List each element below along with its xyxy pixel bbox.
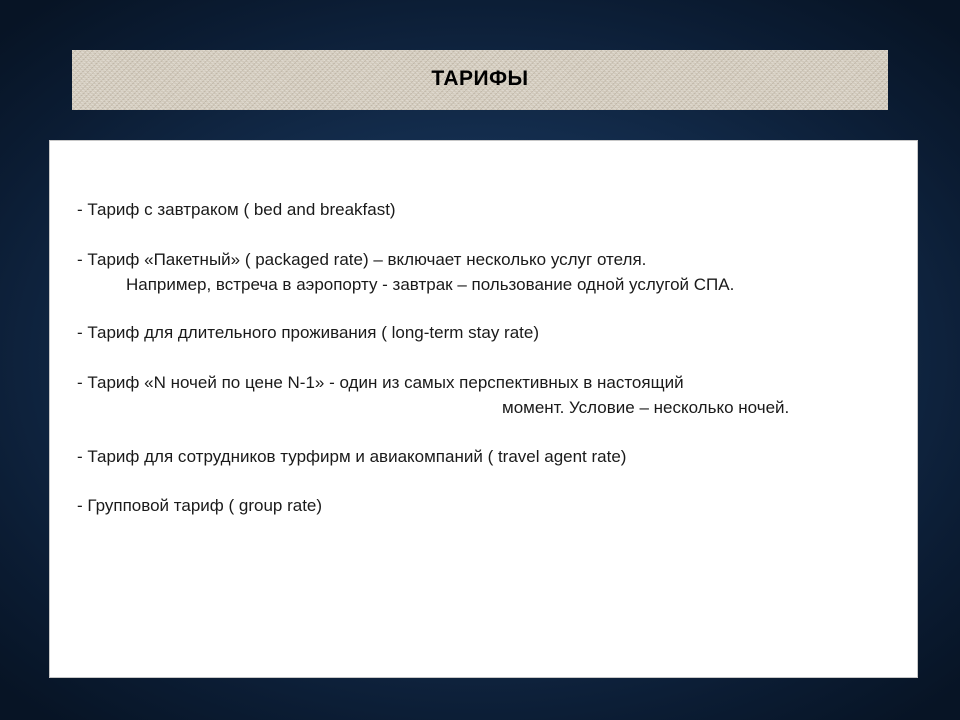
title-banner (72, 50, 888, 110)
list-item-travel-agent-rate: - Тариф для сотрудников турфирм и авиакомпаний ( travel agent rate) (77, 447, 627, 466)
list-item-long-term-stay: - Тариф для длительного проживания ( long-term stay rate) (77, 323, 539, 342)
list-item-bed-and-breakfast: - Тариф с завтраком ( bed and breakfast) (77, 200, 396, 219)
list-item-n-nights: - Тариф «N ночей по цене N-1» - один из самых перспективных в настоящий (77, 373, 684, 392)
list-item-group-rate: - Групповой тариф ( group rate) (77, 496, 323, 515)
list-item-n-nights-continuation: момент. Условие – несколько ночей. (502, 398, 790, 417)
list-item-packaged-rate-continuation: Например, встреча в аэропорту - завтрак – пользование одной услугой СПА. (126, 275, 735, 294)
list-item-packaged-rate: - Тариф «Пакетный» ( packaged rate) – включает несколько услуг отеля. (77, 250, 647, 269)
content-panel (49, 140, 918, 678)
slide-title: ТАРИФЫ (431, 67, 529, 90)
